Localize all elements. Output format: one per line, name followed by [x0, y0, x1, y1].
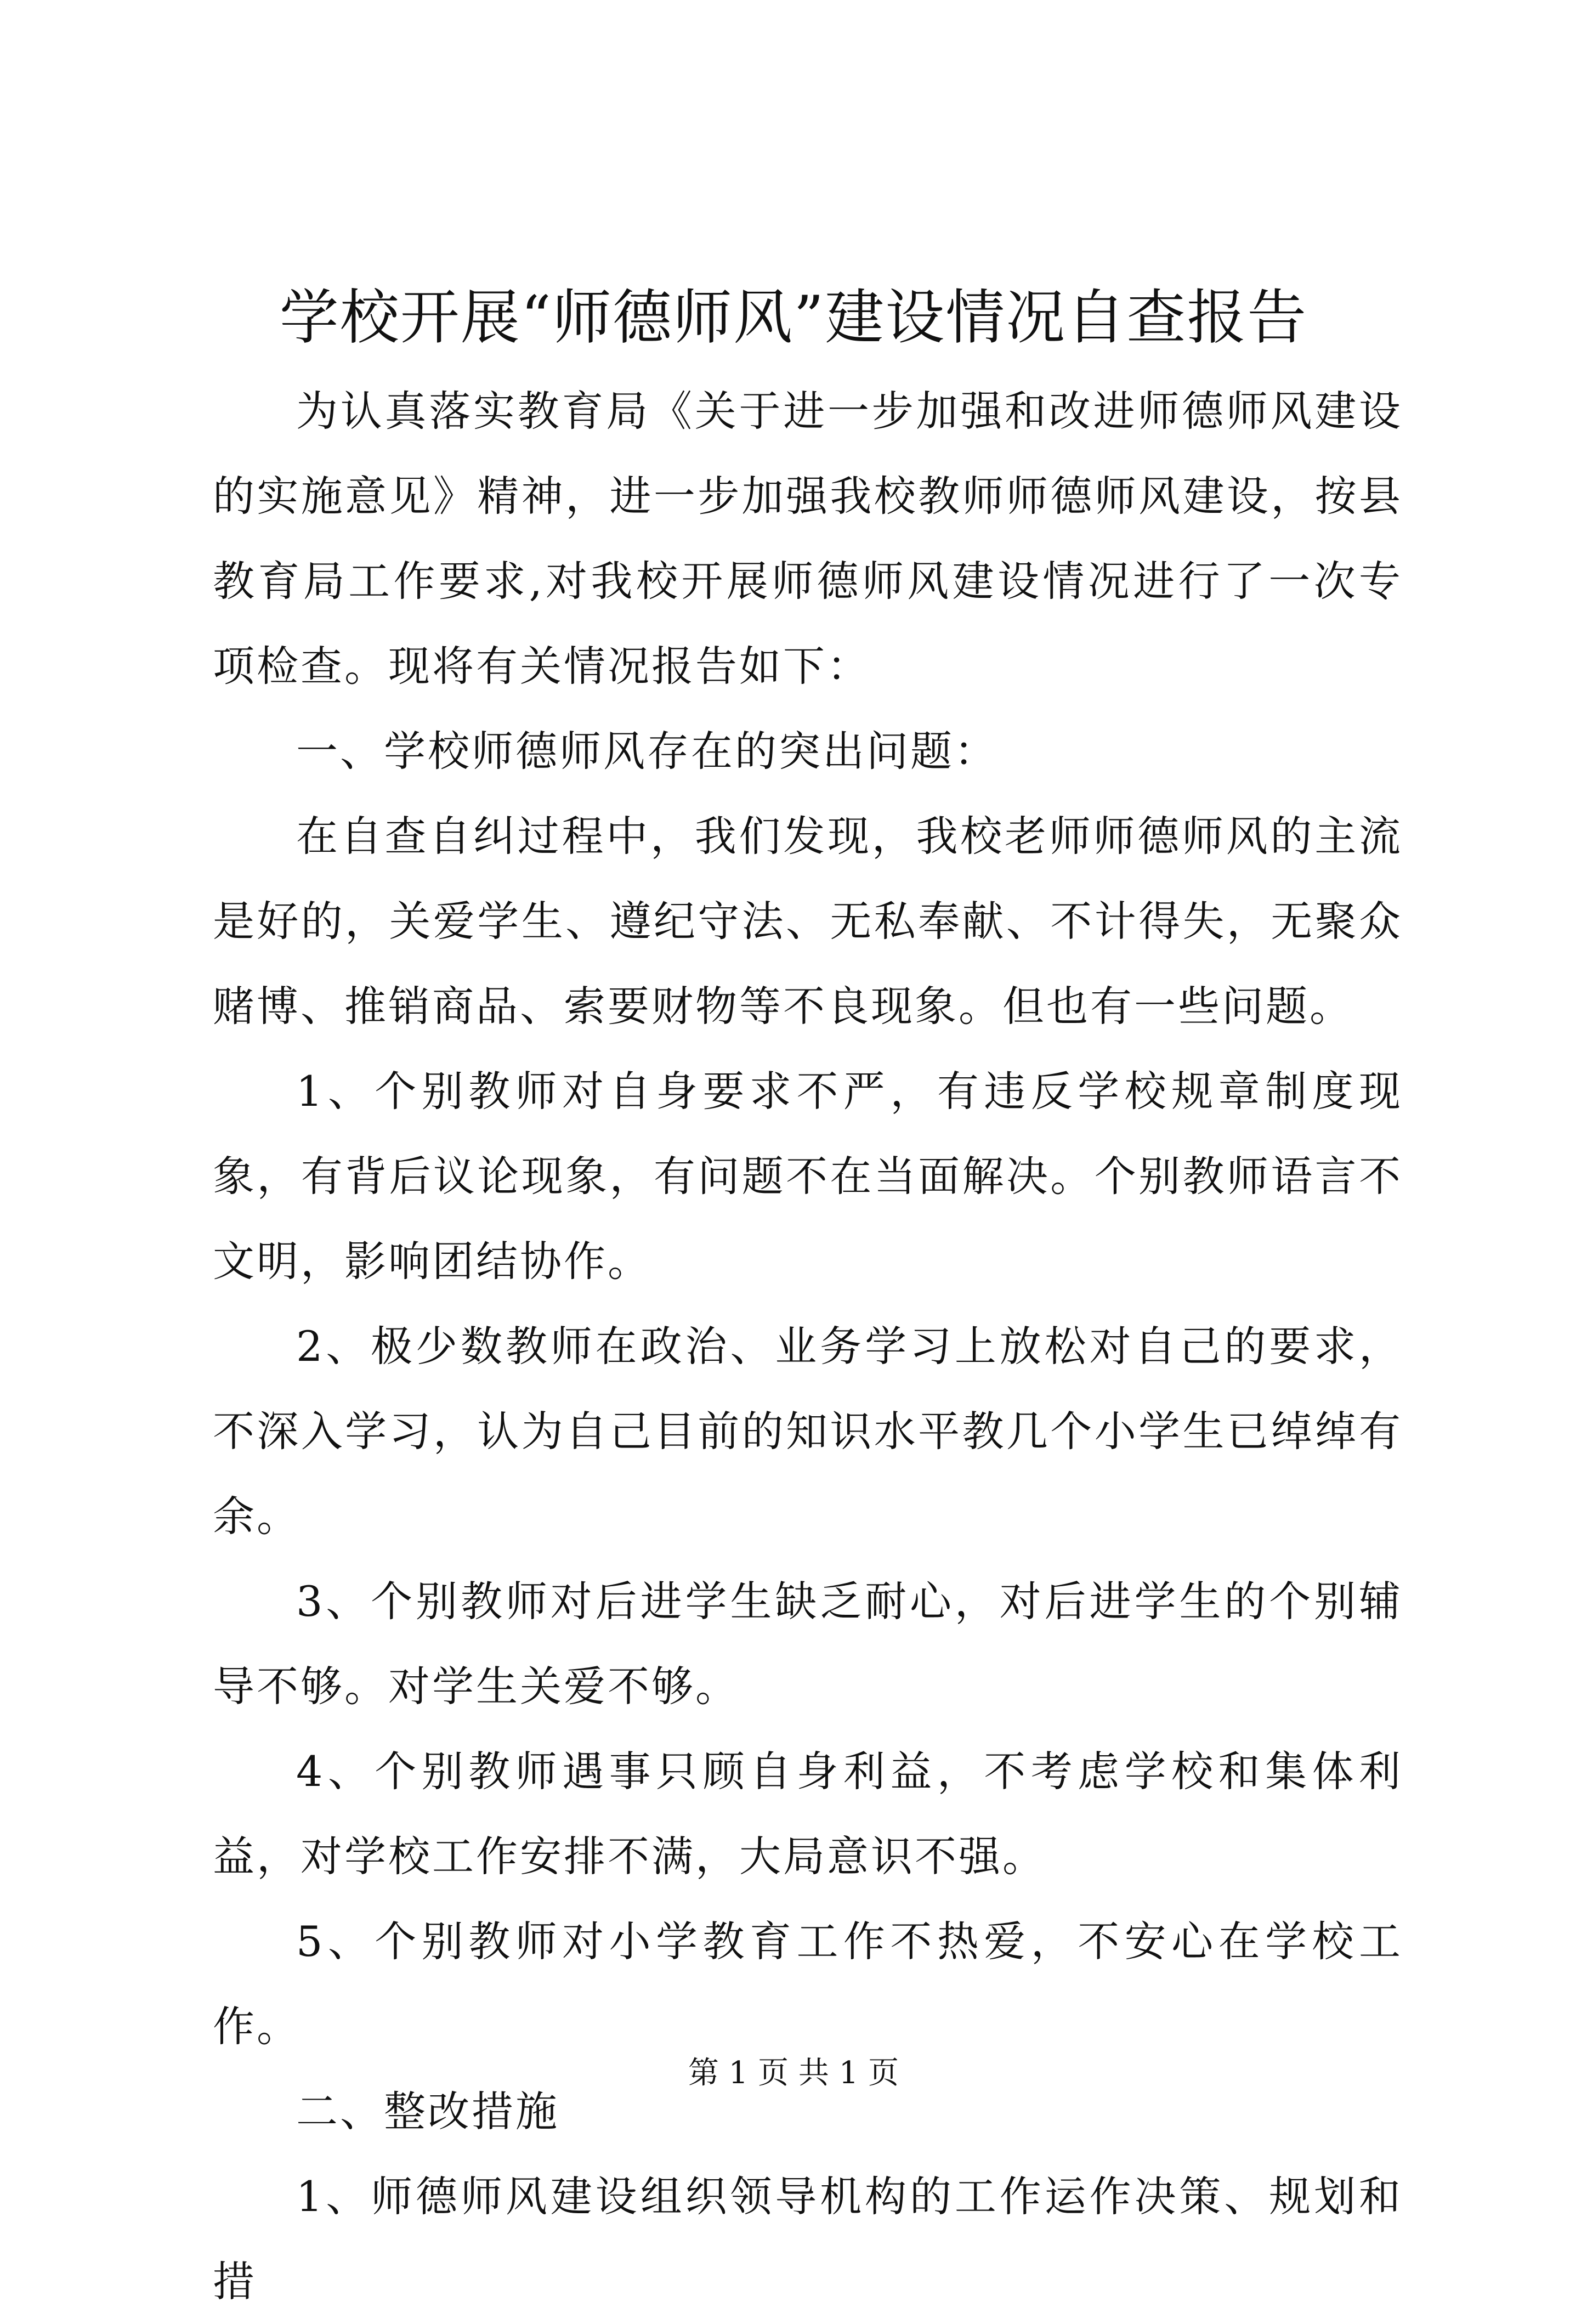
- document-title: 学校开展“师德师风”建设情况自查报告: [279, 284, 1308, 352]
- section-heading-measures: 二、整改措施: [296, 2087, 559, 2136]
- problem-item-5: 5、个别教师对小学教育工作不热爱，不安心在学校工作。: [213, 1917, 1403, 2051]
- document-body: [213, 369, 1403, 2324]
- problem-item-1: 1、个别教师对自身要求不严，有违反学校规章制度现象，有背后议论现象，有问题不在当面解决。个别教师语言不文明，影响团结协作。: [213, 1067, 1403, 1286]
- paragraph-self-check: 在自查自纠过程中，我们发现，我校老师师德师风的主流是好的，关爱学生、遵纪守法、无私奉献、不计得失，无聚众赌博、推销商品、索要财物等不良现象。但也有一些问题。: [213, 812, 1403, 1031]
- problem-item-3: 3、个别教师对后进学生缺乏耐心，对后进学生的个别辅导不够。对学生关爱不够。: [213, 1577, 1403, 1711]
- paragraph-intro: 为认真落实教育局《关于进一步加强和改进师德师风建设的实施意见》精神，进一步加强我校教师师德师风建设，按县教育局工作要求,对我校开展师德师风建设情况进行了一次专项检查。现将有关情况报告如下：: [213, 387, 1403, 691]
- section-heading-problems: 一、学校师德师风存在的突出问题：: [296, 727, 998, 776]
- problem-item-2: 2、极少数教师在政治、业务学习上放松对自己的要求，不深入学习，认为自己目前的知识水平教几个小学生已绰绰有余。: [213, 1322, 1403, 1541]
- measure-item-1: 1、师德师风建设组织领导机构的工作运作决策、规划和措: [213, 2172, 1403, 2306]
- page-footer: 第 1 页 共 1 页: [688, 2055, 899, 2091]
- problem-item-4: 4、个别教师遇事只顾自身利益，不考虑学校和集体利益，对学校工作安排不满，大局意识不强。: [213, 1747, 1403, 1881]
